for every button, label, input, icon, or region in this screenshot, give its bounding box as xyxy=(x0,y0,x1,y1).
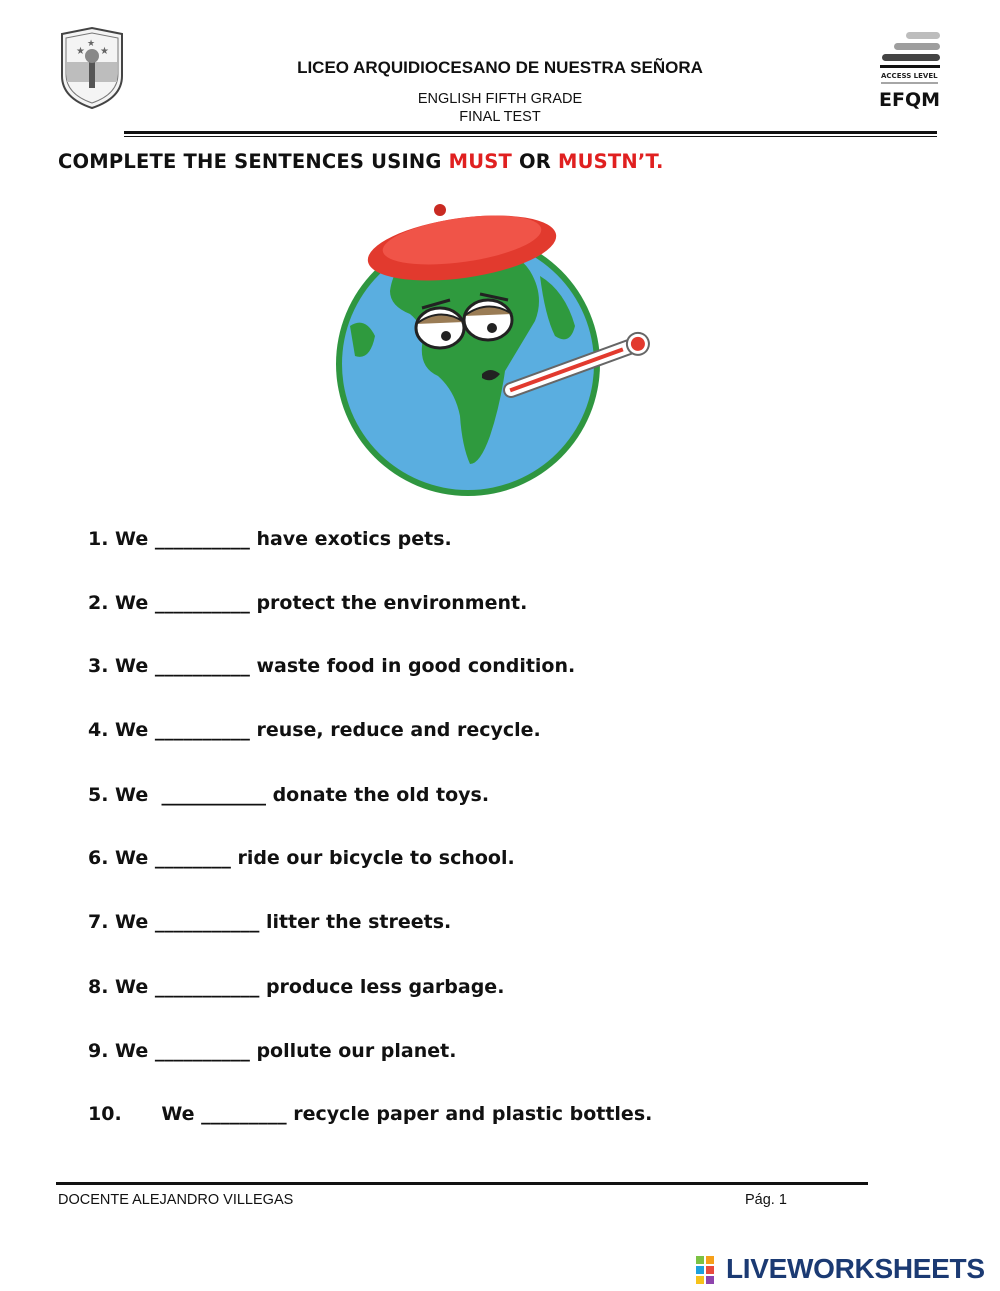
question-5: 5. We ___________ donate the old toys. xyxy=(88,784,490,806)
question-4: 4. We __________ reuse, reduce and recycle. xyxy=(88,719,541,741)
teacher-name: DOCENTE ALEJANDRO VILLEGAS xyxy=(58,1192,294,1208)
keyword-mustnt: MUSTN’T. xyxy=(558,150,664,173)
question-9: 9. We __________ pollute our planet. xyxy=(88,1040,457,1062)
question-7: 7. We ___________ litter the streets. xyxy=(88,911,452,933)
page-number: Pág. 1 xyxy=(745,1192,787,1208)
sick-earth-illustration xyxy=(330,196,670,506)
header-rule xyxy=(124,131,937,134)
svg-text:★: ★ xyxy=(87,39,96,49)
question-2: 2. We __________ protect the environment. xyxy=(88,592,528,614)
school-name: LICEO ARQUIDIOCESANO DE NUESTRA SEÑORA xyxy=(297,58,703,77)
instructions-prefix: COMPLETE THE SENTENCES USING xyxy=(58,150,449,173)
keyword-must: MUST xyxy=(448,150,513,173)
question-8: 8. We ___________ produce less garbage. xyxy=(88,976,505,998)
logo-access-level-text: ACCESS LEVEL xyxy=(881,72,938,80)
logo-efqm-text: EFQM xyxy=(879,89,941,110)
question-1: 1. We __________ have exotics pets. xyxy=(88,528,452,550)
liveworksheets-logo-icon xyxy=(696,1256,724,1284)
svg-text:★: ★ xyxy=(100,46,109,57)
instructions-middle: OR xyxy=(512,150,558,173)
instructions-heading xyxy=(58,150,664,173)
efqm-logo xyxy=(876,28,944,110)
question-3: 3. We __________ waste food in good condition. xyxy=(88,655,576,677)
svg-text:★: ★ xyxy=(76,46,85,57)
grade-label: ENGLISH FIFTH GRADE xyxy=(417,91,583,107)
footer-rule xyxy=(56,1182,868,1185)
test-label: FINAL TEST xyxy=(459,109,541,125)
question-10: 10. We _________ recycle paper and plastic bottles. xyxy=(88,1103,653,1125)
liveworksheets-brand[interactable]: LIVEWORKSHEETS xyxy=(726,1253,985,1284)
question-6: 6. We ________ ride our bicycle to school. xyxy=(88,847,515,869)
header-rule-thin xyxy=(124,136,937,137)
